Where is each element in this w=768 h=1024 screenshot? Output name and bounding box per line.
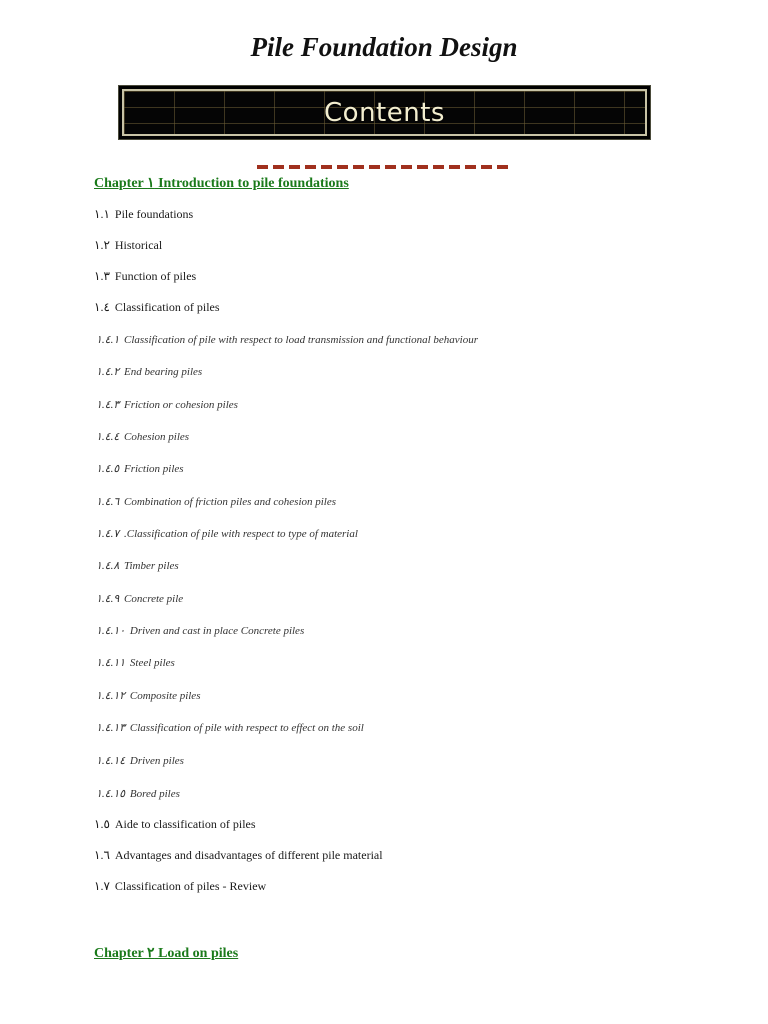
subentry-number: ١.٤.٨	[96, 560, 120, 572]
toc-subentry-1-4-15[interactable]	[96, 787, 180, 800]
subentry-number: ١.٤.٤	[96, 431, 120, 443]
entry-number: ١.١	[94, 207, 110, 221]
entry-text: Advantages and disadvantages of different pile material	[114, 848, 383, 862]
entry-text: Classification of piles - Review	[114, 879, 267, 893]
subentry-text: Concrete pile	[123, 593, 184, 605]
entry-number: ١.٤	[94, 300, 110, 314]
subentry-text: Classification of pile with respect to effect on the soil	[129, 722, 364, 734]
subentry-text: Bored piles	[129, 788, 180, 800]
toc-entry-1-6[interactable]	[94, 848, 383, 863]
subentry-number: ١.٤.١٤	[96, 755, 126, 767]
entry-number: ١.٦	[94, 848, 110, 862]
subentry-text: Friction or cohesion piles	[123, 399, 238, 411]
toc-entry-1-7[interactable]	[94, 879, 266, 894]
toc-subentry-1-4-6[interactable]	[96, 495, 336, 508]
subentry-text: Driven and cast in place Concrete piles	[129, 625, 305, 637]
subentry-text: Driven piles	[129, 755, 184, 767]
entry-number: ١.٧	[94, 879, 110, 893]
entry-text: Classification of piles	[114, 300, 220, 314]
subentry-text: Timber piles	[123, 560, 179, 572]
toc-subentry-1-4-10[interactable]	[96, 624, 304, 637]
toc-entry-1-5[interactable]	[94, 817, 256, 832]
subentry-number: ١.٤.٢	[96, 366, 120, 378]
toc-subentry-1-4-11[interactable]	[96, 656, 175, 669]
subentry-text: .Classification of pile with respect to type of material	[123, 528, 358, 540]
subentry-number: ١.٤.١٣	[96, 722, 126, 734]
toc-subentry-1-4-12[interactable]	[96, 689, 200, 702]
toc-entry-1-1[interactable]	[94, 207, 193, 222]
subentry-number: ١.٤.٧	[96, 528, 120, 540]
toc-entry-1-3[interactable]	[94, 269, 196, 284]
subentry-text: Composite piles	[129, 690, 201, 702]
contents-banner-frame	[122, 89, 647, 136]
toc-subentry-1-4-13[interactable]	[96, 721, 364, 734]
subentry-text: Friction piles	[123, 463, 184, 475]
entry-number: ١.٣	[94, 269, 110, 283]
entry-number: ١.٥	[94, 817, 110, 831]
subentry-text: End bearing piles	[123, 366, 203, 378]
toc-subentry-1-4-3[interactable]	[96, 398, 238, 411]
toc-subentry-1-4-4[interactable]	[96, 430, 189, 443]
chapter-2-link[interactable]: Chapter ٢ Load on piles	[94, 946, 239, 961]
subentry-text: Steel piles	[129, 657, 175, 669]
entry-text: Historical	[114, 238, 163, 252]
toc-subentry-1-4-1[interactable]	[96, 333, 478, 346]
subentry-number: ١.٤.١٢	[96, 690, 126, 702]
toc-subentry-1-4-2[interactable]	[96, 365, 202, 378]
subentry-number: ١.٤.١٥	[96, 788, 126, 800]
subentry-text: Classification of pile with respect to load transmission and functional behaviour	[123, 334, 479, 346]
toc-entry-1-4[interactable]	[94, 300, 220, 315]
subentry-number: ١.٤.٥	[96, 463, 120, 475]
dashed-divider	[257, 165, 509, 169]
toc-subentry-1-4-14[interactable]	[96, 754, 184, 767]
toc-subentry-1-4-8[interactable]	[96, 559, 179, 572]
subentry-number: ١.٤.١٠	[96, 625, 126, 637]
chapter-1-link[interactable]: Chapter ١ Introduction to pile foundations	[94, 176, 349, 191]
subentry-text: Cohesion piles	[123, 431, 190, 443]
subentry-text: Combination of friction piles and cohesion piles	[123, 496, 337, 508]
toc-subentry-1-4-7[interactable]	[96, 527, 358, 540]
toc-subentry-1-4-9[interactable]	[96, 592, 183, 605]
subentry-number: ١.٤.١١	[96, 657, 126, 669]
entry-number: ١.٢	[94, 238, 110, 252]
entry-text: Pile foundations	[114, 207, 194, 221]
subentry-number: ١.٤.٩	[96, 593, 120, 605]
subentry-number: ١.٤.٦	[96, 496, 120, 508]
toc-entry-1-2[interactable]	[94, 238, 162, 253]
entry-text: Aide to classification of piles	[114, 817, 256, 831]
subentry-number: ١.٤.٣	[96, 399, 120, 411]
entry-text: Function of piles	[114, 269, 197, 283]
document-title: Pile Foundation Design	[250, 32, 518, 62]
contents-heading: Contents	[324, 97, 445, 128]
contents-banner	[118, 85, 651, 140]
toc-subentry-1-4-5[interactable]	[96, 462, 184, 475]
subentry-number: ١.٤.١	[96, 334, 120, 346]
